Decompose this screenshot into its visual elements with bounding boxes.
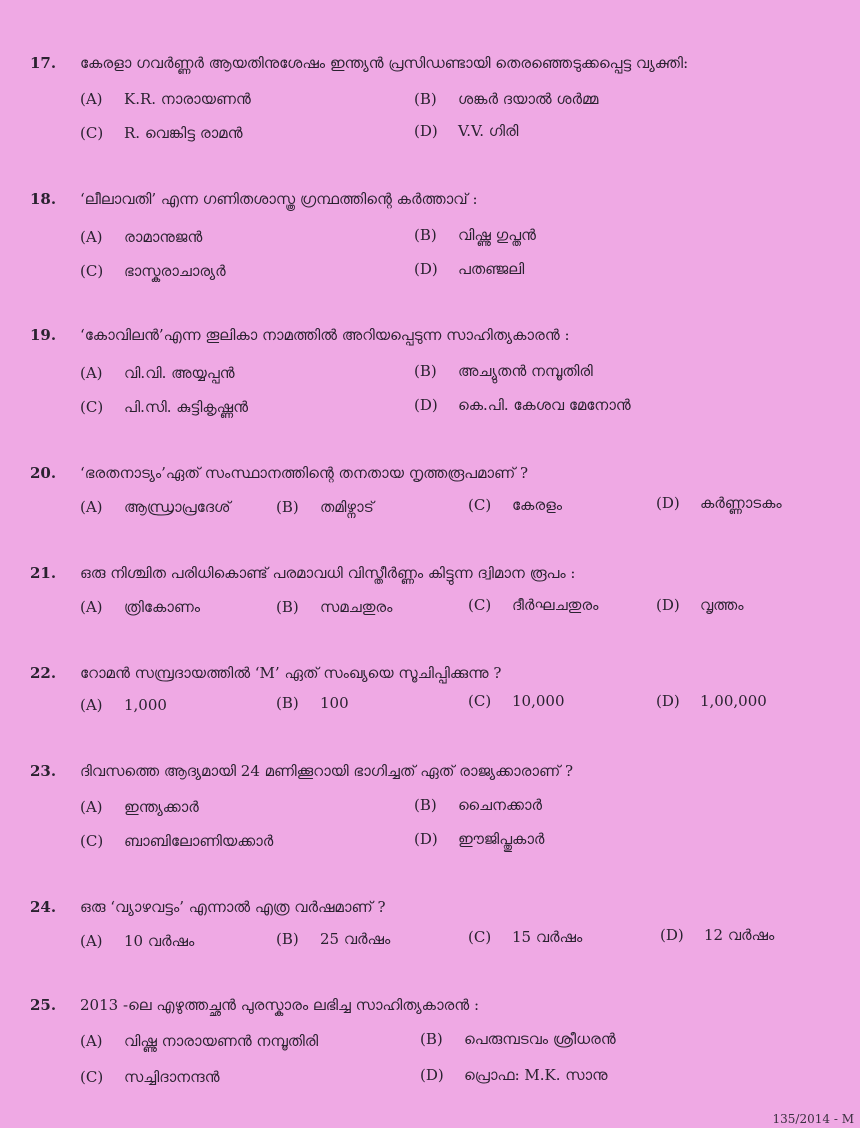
option-a: (A) 10 വർഷം (80, 932, 195, 950)
option-b: (B) പെരുമ്പടവം ശ്രീധരൻ (420, 1030, 616, 1048)
question-number: 18. (30, 190, 57, 208)
option-d: (D) 1,00,000 (656, 692, 767, 710)
option-c: (C) ബാബിലോണിയക്കാർ (80, 832, 274, 850)
option-a: (A) രാമാനുജൻ (80, 228, 203, 246)
option-d: (D) കെ.പി. കേശവ മേനോൻ (414, 396, 631, 414)
option-d: (D) വൃത്തം (656, 596, 744, 614)
option-d: (D) V.V. ഗിരി (414, 122, 519, 140)
question-number: 25. (30, 996, 57, 1014)
question-text: ‘ലീലാവതി’ എന്ന ഗണിതശാസ്ത്ര ഗ്രന്ഥത്തിന്റെ കർത്താവ് : (80, 190, 478, 208)
option-b: (B) തമിഴ്നാട് (276, 498, 374, 516)
question-number: 20. (30, 464, 57, 482)
option-a: (A) ആന്ധ്രാപ്രദേശ് (80, 498, 231, 516)
option-d: (D) ഈജിപ്തുകാർ (414, 830, 545, 848)
option-d: (D) കർണ്ണാടകം (656, 494, 782, 512)
question-number: 19. (30, 326, 57, 344)
option-c: (C) 10,000 (468, 692, 565, 710)
option-c: (C) 15 വർഷം (468, 928, 583, 946)
option-d: (D) പ്രൊഫ: M.K. സാനു (420, 1066, 608, 1084)
question-text: ഒരു ‘വ്യാഴവട്ടം’ എന്നാൽ എത്ര വർഷമാണ് ? (80, 898, 386, 916)
question-number: 17. (30, 54, 57, 72)
question-text: ഒരു നിശ്ചിത പരിധികൊണ്ട് പരമാവധി വിസ്തീർണ്ണം കിട്ടുന്ന ദ്വിമാന രൂപം : (80, 564, 576, 582)
question-number: 21. (30, 564, 57, 582)
option-c: (C) ദീർഘചതുരം (468, 596, 599, 614)
option-b: (B) ശങ്കർ ദയാൽ ശർമ്മ (414, 90, 599, 108)
option-c: (C) R. വെങ്കിട്ട രാമൻ (80, 124, 243, 142)
question-number: 24. (30, 898, 57, 916)
option-a: (A) 1,000 (80, 696, 167, 714)
option-b: (B) വിഷ്ണു ഗുപ്തൻ (414, 226, 536, 244)
option-b: (B) സമചതുരം (276, 598, 393, 616)
option-a: (A) K.R. നാരായണൻ (80, 90, 251, 108)
option-a: (A) ത്രികോണം (80, 598, 201, 616)
question-text: ‘കോവിലൻ’എന്ന തൂലികാ നാമത്തിൽ അറിയപ്പെടുന്ന സാഹിത്യകാരൻ : (80, 326, 570, 344)
option-d: (D) പതഞ്ജലി (414, 260, 525, 278)
question-number: 22. (30, 664, 57, 682)
option-c: (C) കേരളം (468, 496, 563, 514)
option-c: (C) ഭാസ്കരാചാര്യർ (80, 262, 226, 280)
option-c: (C) സച്ചിദാനന്ദൻ (80, 1068, 220, 1086)
question-text: ‘ഭരതനാട്യം’ഏത് സംസ്ഥാനത്തിന്റെ തനതായ നൃത്തരൂപമാണ് ? (80, 464, 529, 482)
option-c: (C) പി.സി. കുട്ടികൃഷ്ണൻ (80, 398, 249, 416)
option-b: (B) അച്യുതൻ നമ്പൂതിരി (414, 362, 593, 380)
option-a: (A) വി.വി. അയ്യപ്പൻ (80, 364, 235, 382)
option-b: (B) 25 വർഷം (276, 930, 391, 948)
question-text: റോമൻ സമ്പ്രദായത്തിൽ ‘M’ ഏത് സംഖ്യയെ സൂചിപ്പിക്കുന്നു ? (80, 664, 502, 682)
option-a: (A) വിഷ്ണു നാരായണൻ നമ്പൂതിരി (80, 1032, 319, 1050)
question-text: ദിവസത്തെ ആദ്യമായി 24 മണിക്കൂറായി ഭാഗിച്ചത് ഏത് രാജ്യക്കാരാണ് ? (80, 762, 574, 780)
question-text: 2013 -ലെ എഴുത്തച്ഛൻ പുരസ്കാരം ലഭിച്ച സാഹിത്യകാരൻ : (80, 996, 480, 1014)
page-code: 135/2014 - M (772, 1112, 854, 1126)
option-d: (D) 12 വർഷം (660, 926, 775, 944)
question-number: 23. (30, 762, 57, 780)
option-b: (B) 100 (276, 694, 349, 712)
option-a: (A) ഇന്ത്യക്കാർ (80, 798, 199, 816)
option-b: (B) ചൈനക്കാർ (414, 796, 542, 814)
question-text: കേരളാ ഗവർണ്ണർ ആയതിനുശേഷം ഇന്ത്യൻ പ്രസിഡണ്ടായി തെരഞ്ഞെടുക്കപ്പെട്ട വ്യക്തി: (80, 54, 689, 72)
